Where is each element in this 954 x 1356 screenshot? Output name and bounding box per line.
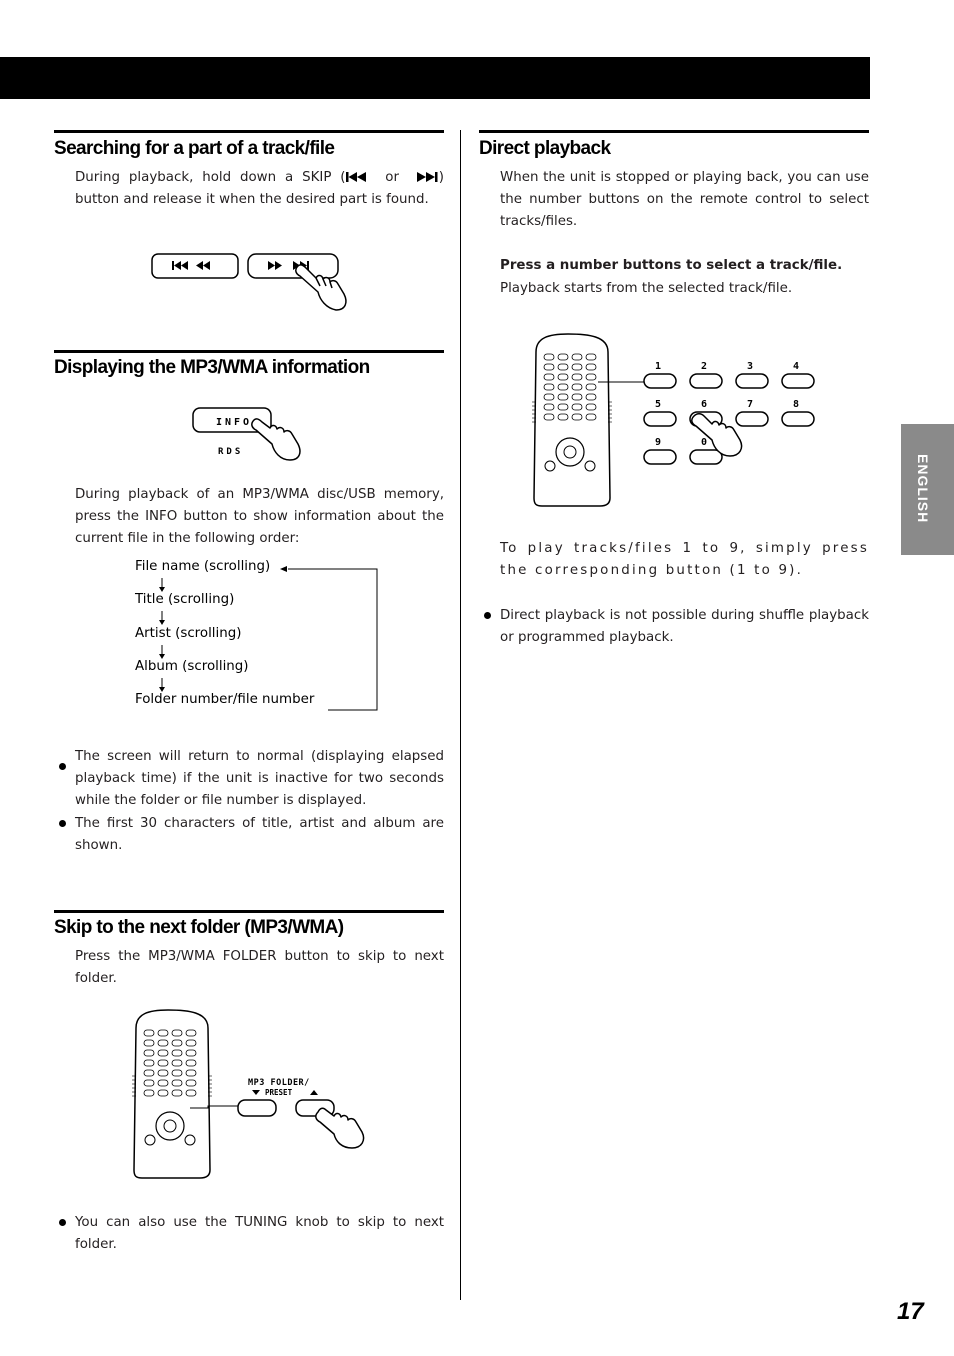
remote-mini-button — [186, 1040, 196, 1046]
pointing-hand-icon — [316, 1108, 364, 1148]
skip-buttons-illustration — [148, 248, 358, 316]
remote-mini-button — [144, 1080, 154, 1086]
pointing-hand-icon — [252, 419, 300, 460]
bullet — [484, 612, 491, 619]
remote-mini-button — [544, 374, 554, 380]
remote-mini-button — [144, 1040, 154, 1046]
remote-mini-button — [572, 394, 582, 400]
remote-mini-button — [586, 414, 596, 420]
bullet — [59, 763, 66, 770]
column-divider — [460, 130, 461, 1300]
skipfolder-note: You can also use the TUNING knob to skip to next folder. — [75, 1215, 444, 1252]
mp3info-note: The first 30 characters of title, artist and album are shown. — [75, 816, 444, 853]
search-heading: Searching for a part of a track/file — [54, 138, 335, 159]
remote-mini-button — [172, 1050, 182, 1056]
number-key-label: 2 — [701, 361, 708, 372]
remote-mini-button — [558, 394, 568, 400]
remote-mini-button — [144, 1060, 154, 1066]
section-rule — [54, 910, 444, 913]
remote-mini-button — [544, 414, 554, 420]
info-button-label: INFO — [216, 417, 253, 428]
remote-control-icon — [132, 1010, 212, 1178]
remote-mini-button — [172, 1090, 182, 1096]
remote-mini-button — [544, 384, 554, 390]
bullet — [59, 820, 66, 827]
number-key-label: 4 — [793, 361, 800, 372]
folder-label: MP3 FOLDER/ — [248, 1078, 310, 1088]
number-key-label: 7 — [747, 399, 754, 410]
up-arrow-icon — [310, 1090, 318, 1095]
remote-mini-button — [586, 394, 596, 400]
skip-back-icon — [346, 172, 368, 182]
remote-mini-button — [144, 1050, 154, 1056]
remote-mini-button — [158, 1030, 168, 1036]
language-tab: ENGLISH — [901, 424, 954, 555]
number-key-label: 6 — [701, 399, 708, 410]
number-key-4[interactable] — [782, 361, 814, 388]
remote-mini-button — [558, 384, 568, 390]
section-rule — [479, 130, 869, 133]
number-key-3[interactable] — [736, 361, 768, 388]
remote-mini-button — [586, 384, 596, 390]
remote-mini-button — [172, 1060, 182, 1066]
section-rule — [54, 350, 444, 353]
remote-mini-button — [186, 1080, 196, 1086]
number-key-label: 3 — [747, 361, 754, 372]
folder-down-button[interactable] — [238, 1100, 276, 1116]
number-key-2[interactable] — [690, 361, 722, 388]
number-key-label: 0 — [701, 437, 708, 448]
remote-mini-button — [558, 414, 568, 420]
remote-mini-button — [544, 404, 554, 410]
number-key-label: 5 — [655, 399, 662, 410]
number-key-label: 1 — [655, 361, 662, 372]
remote-mini-button — [558, 374, 568, 380]
remote-mini-button — [544, 354, 554, 360]
remote-mini-button — [172, 1040, 182, 1046]
direct-step-title: Press a number buttons to select a track/file. — [500, 258, 843, 273]
number-key-8[interactable] — [782, 399, 814, 426]
number-key-5[interactable] — [644, 399, 676, 426]
remote-mini-button — [158, 1060, 168, 1066]
direct-heading: Direct playback — [479, 138, 611, 159]
down-arrow-icon — [252, 1090, 260, 1095]
direct-body: When the unit is stopped or playing back, you can use the number buttons on the remote control to select tracks/files. — [500, 170, 869, 229]
skip-forward-icon — [417, 172, 439, 182]
number-key-9[interactable] — [644, 437, 676, 464]
preset-label: PRESET — [265, 1088, 293, 1097]
remote-mini-button — [186, 1070, 196, 1076]
remote-mini-button — [158, 1040, 168, 1046]
skip-forward-button[interactable] — [248, 254, 338, 278]
remote-mini-button — [572, 354, 582, 360]
skip-back-button[interactable] — [152, 254, 238, 278]
remote-mini-button — [558, 354, 568, 360]
remote-mini-button — [172, 1030, 182, 1036]
order-flow-arrows — [150, 560, 382, 728]
mp3info-note: The screen will return to normal (displaying elapsed playback time) if the unit is inactive for two seconds while the folder or file number is displayed. — [75, 749, 444, 808]
info-button-illustration — [188, 400, 318, 466]
remote-mini-button — [586, 364, 596, 370]
remote-mini-button — [172, 1080, 182, 1086]
number-key-7[interactable] — [736, 399, 768, 426]
remote-mini-button — [158, 1090, 168, 1096]
remote-mini-button — [572, 374, 582, 380]
search-body: During playback, hold down a SKIP ( or ) button and release it when the desired part is found. — [75, 170, 445, 207]
remote-mini-button — [158, 1080, 168, 1086]
order-item: Artist (scrolling) — [135, 626, 242, 641]
remote-mini-button — [144, 1090, 154, 1096]
order-item: Album (scrolling) — [135, 659, 249, 674]
bullet — [59, 1219, 66, 1226]
remote-mini-button — [186, 1060, 196, 1066]
order-item: Title (scrolling) — [135, 592, 235, 607]
remote-mini-button — [144, 1030, 154, 1036]
remote-mini-button — [144, 1070, 154, 1076]
mp3info-heading: Displaying the MP3/WMA information — [54, 357, 370, 378]
remote-mini-button — [572, 404, 582, 410]
remote-mini-button — [558, 404, 568, 410]
skipfolder-body: Press the MP3/WMA FOLDER button to skip to next folder. — [75, 949, 444, 986]
remote-mini-button — [544, 364, 554, 370]
rds-label: RDS — [218, 447, 244, 457]
remote-mini-button — [572, 364, 582, 370]
number-key-label: 8 — [793, 399, 800, 410]
mp3info-body: During playback of an MP3/WMA disc/USB memory, press the INFO button to show information about the current file in the following order: — [75, 487, 444, 546]
remote-mini-button — [186, 1030, 196, 1036]
remote-folder-illustration — [128, 1006, 370, 1184]
remote-mini-button — [586, 404, 596, 410]
remote-mini-button — [558, 364, 568, 370]
section-rule — [54, 130, 444, 133]
direct-note: Direct playback is not possible during shuffle playback or programmed playback. — [500, 608, 869, 645]
remote-mini-button — [572, 414, 582, 420]
number-key-label: 9 — [655, 437, 662, 448]
skipfolder-heading: Skip to the next folder (MP3/WMA) — [54, 917, 344, 938]
remote-mini-button — [158, 1050, 168, 1056]
remote-mini-button — [186, 1090, 196, 1096]
remote-mini-button — [544, 394, 554, 400]
page-number: 17 — [897, 1298, 924, 1325]
direct-tip: To play tracks/files 1 to 9, simply press the corresponding button (1 to 9). — [500, 541, 869, 578]
header-bar — [0, 57, 870, 99]
order-item: Folder number/file number — [135, 692, 315, 707]
remote-mini-button — [572, 384, 582, 390]
remote-mini-button — [586, 374, 596, 380]
number-key-1[interactable] — [644, 361, 676, 388]
order-item: File name (scrolling) — [135, 559, 271, 574]
direct-step-body: Playback starts from the selected track/file. — [500, 281, 793, 296]
remote-mini-button — [172, 1070, 182, 1076]
remote-control-icon — [532, 334, 612, 506]
remote-mini-button — [158, 1070, 168, 1076]
remote-keypad-illustration — [528, 330, 828, 512]
remote-mini-button — [586, 354, 596, 360]
remote-mini-button — [186, 1050, 196, 1056]
